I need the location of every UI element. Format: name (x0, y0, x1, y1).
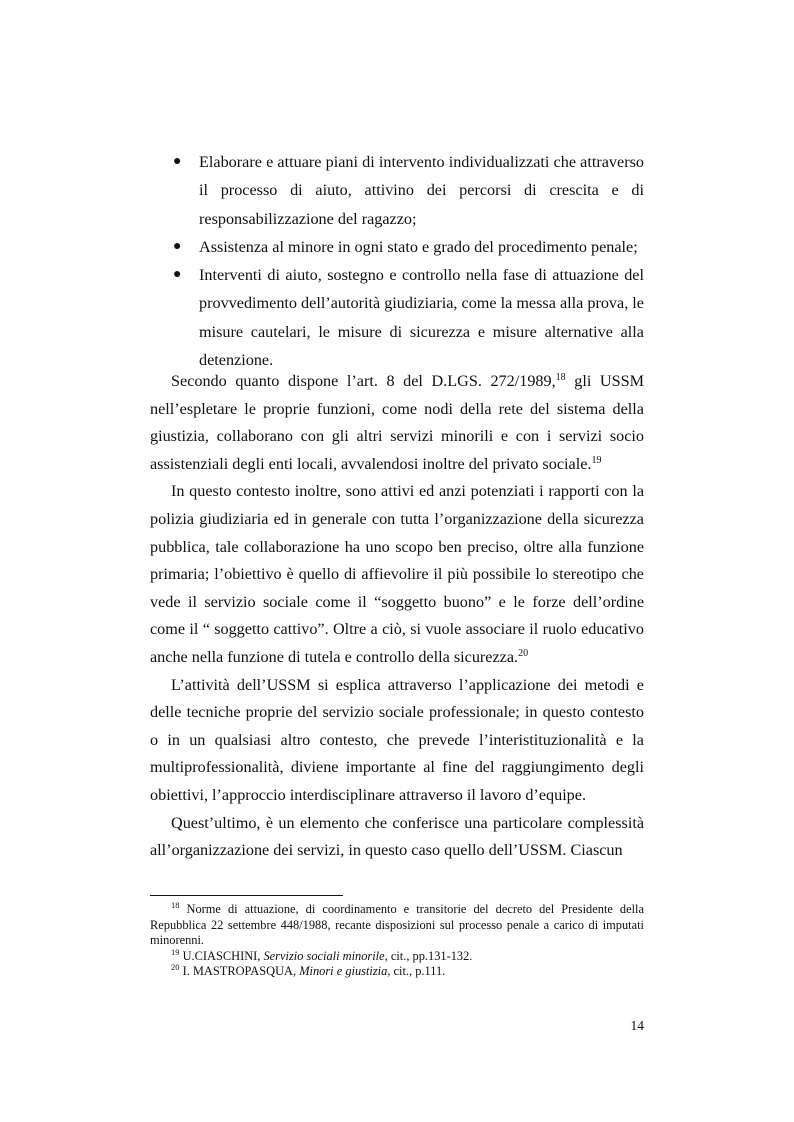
paragraph-police-collaboration: In questo contesto inoltre, sono attivi ed anzi potenziati i rapporti con la polizia giudiziaria ed in generale con tutta l’organizzazione della sicurezza pubblica, tale collaborazione ha uno scopo ben preciso, oltre alla funzione primaria; l’obiettivo è quello di affievolire il più possibile lo stereotipo che vede il servizio sociale come il “soggetto buono” e le forze dell’ordine come il “ soggetto cattivo”. Oltre a ciò, si vuole associare il ruolo educativo anche nella funzione di tutela e controllo della sicurezza.$^{20}$ (150, 482, 644, 666)
footnote-divider (150, 895, 343, 896)
bullet-list (171, 148, 644, 374)
paragraph-ussm-methods: L’attività dell’USSM si esplica attraverso l’applicazione dei metodi e delle tecniche proprie del servizio sociale professionale; in questo contesto o in un qualsiasi altro contesto, che prevede l’interistituzionalità e la multiprofessionalità, diviene importante al fine del raggiungimento degli obiettivi, l’approccio interdisciplinare attraverso il lavoro d’equipe. (150, 675, 644, 804)
bullet-icon: ● (173, 267, 182, 283)
bullet-icon: ● (173, 154, 182, 169)
paragraph-ussm-network: Secondo quanto dispone l’art. 8 del D.LGS. 272/1989,18 gli USSM nell’espletare le proprie funzioni, come nodi della rete del sistema della giustizia, collaborano con gli altri servizi minorili e con i servizi socio assistenziali degli enti locali, avvalendosi inoltre del privato sociale.$^{19}$ (150, 372, 644, 473)
footnote-ref-18[interactable]: 18 (555, 372, 566, 383)
list-item (171, 261, 644, 374)
footnote-20: $^{20}$ I. MASTROPASQUA, Minori e giustizia, cit., p.111. (171, 962, 446, 978)
paragraph-complexity: Quest’ultimo, è un elemento che conferisce una particolare complessità all’organizzazione dei servizi, in questo caso quello dell’USSM. Ciascun (150, 813, 644, 860)
list-item-text: Interventi di aiuto, sostegno e controllo nella fase di attuazione del provvedimento dell’autorità giudiziaria, come la messa alla prova, le misure cautelari, le misure di sicurezza e misure alternative alla detenzione. (199, 266, 644, 370)
footnote-18: $^{18}$ Norme di attuazione, di coordinamento e transitorie del decreto del Presidente della Repubblica 22 settembre 448/1988, recante disposizioni sul processo penale a carico di imputati minorenni. (150, 900, 644, 947)
footnotes (150, 902, 644, 980)
page-number: 14 (630, 1018, 644, 1033)
bullet-icon: ● (173, 238, 182, 254)
list-item-text: Assistenza al minore in ogni stato e grado del procedimento penale; (199, 237, 638, 256)
list-item (171, 148, 644, 233)
footnote-ref-20[interactable]: 20 (518, 647, 529, 659)
list-item (171, 233, 644, 261)
footnote-ref-19[interactable]: 19 (591, 454, 602, 466)
list-item-text: Elaborare e attuare piani di intervento individualizzati che attraverso il processo di aiuto, attivino dei percorsi di crescita e di responsabilizzazione del ragazzo; (199, 153, 644, 228)
body-text (150, 368, 644, 865)
footnote-19: $^{19}$ U.CIASCHINI, Servizio sociali minorile, cit., pp.131-132. (171, 946, 473, 963)
